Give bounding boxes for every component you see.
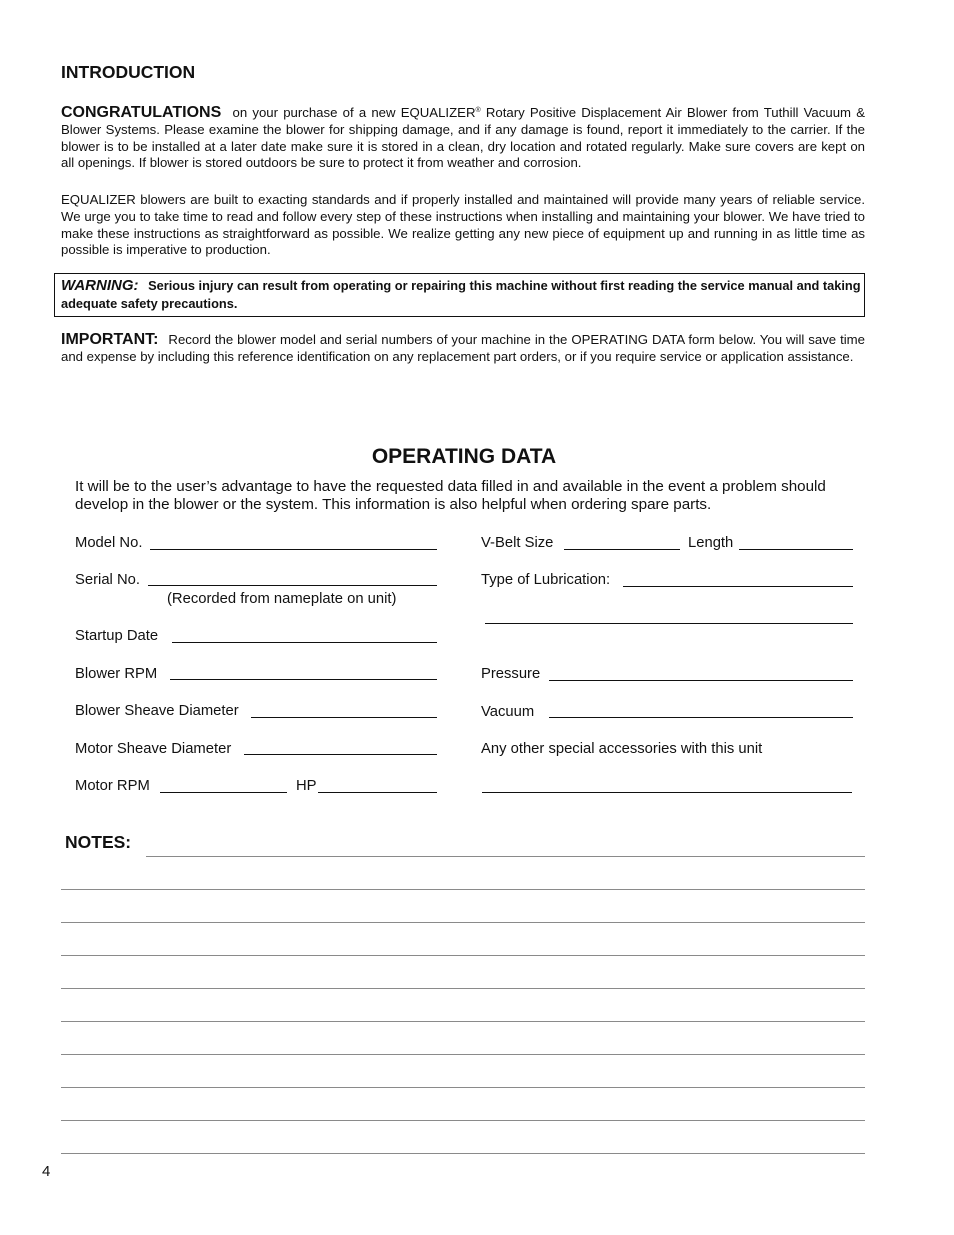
notes-line[interactable] [146, 856, 865, 857]
model-no-label: Model No. [75, 535, 143, 551]
motor-sheave-label: Motor Sheave Diameter [75, 741, 232, 757]
hp-label: HP [296, 778, 317, 794]
hp-field[interactable] [318, 792, 437, 793]
notes-line[interactable] [61, 955, 865, 956]
blower-sheave-field[interactable] [251, 717, 437, 718]
startup-date-field[interactable] [172, 642, 437, 643]
notes-line[interactable] [61, 1153, 865, 1154]
warning-lead: WARNING: [61, 277, 139, 294]
notes-line[interactable] [61, 1087, 865, 1088]
startup-date-label: Startup Date [75, 628, 159, 644]
introduction-heading: INTRODUCTION [61, 62, 196, 82]
length-label: Length [688, 535, 734, 551]
lubrication-field-line-2[interactable] [485, 623, 853, 624]
pressure-label: Pressure [481, 666, 541, 682]
vbelt-size-field[interactable] [564, 549, 680, 550]
length-field[interactable] [739, 549, 853, 550]
pressure-field[interactable] [549, 680, 853, 681]
page-number: 4 [42, 1163, 51, 1180]
standards-paragraph: EQUALIZER blowers are built to exacting standards and if properly installed and maintained will provide many years of reliable service. We urge you to take time to read and follow every step of these instructions when installing and maintaining your blower. We have tried to make these instructions as straightforward as possible. We realize getting any new piece of equipment up and running in as little time as possible is imperative to production. [61, 192, 865, 258]
notes-line[interactable] [61, 1054, 865, 1055]
blower-sheave-label: Blower Sheave Diameter [75, 703, 239, 719]
operating-data-heading: OPERATING DATA [371, 445, 557, 468]
motor-sheave-field[interactable] [244, 754, 437, 755]
notes-line[interactable] [61, 1120, 865, 1121]
blower-rpm-field[interactable] [170, 679, 437, 680]
vbelt-size-label: V-Belt Size [481, 535, 554, 551]
accessories-label: Any other special accessories with this unit [481, 741, 763, 757]
notes-label: NOTES: [65, 832, 132, 852]
congratulations-text-post: Rotary Positive Displacement Air Blower from Tuthill Vacuum & Blower Systems. Please examine the blower for shipping damage, and if any damage is found, report it immediately to the carrier. If the blower is to be installed at a later date make sure it is stored in a clean, dry location and rotated regularly. Make sure covers are kept on all openings. If blower is stored outdoors be sure to protect it from weather and corrosion. [61, 105, 866, 171]
serial-no-note: (Recorded from nameplate on unit) [167, 591, 397, 607]
accessories-field[interactable] [482, 792, 852, 793]
vacuum-field[interactable] [549, 717, 853, 718]
congratulations-text-pre: on your purchase of a new EQUALIZER [232, 105, 476, 120]
important-lead: IMPORTANT: [61, 331, 159, 348]
lubrication-field[interactable] [623, 586, 853, 587]
notes-line[interactable] [61, 889, 865, 890]
congratulations-lead: CONGRATULATIONS [61, 104, 222, 121]
important-text: Record the blower model and serial numbers of your machine in the OPERATING DATA form below. You will save time and expense by including this reference identification on any replacement part orders, or if you require service or application assistance. [61, 332, 865, 364]
vacuum-label: Vacuum [481, 704, 535, 720]
blower-rpm-label: Blower RPM [75, 666, 158, 682]
operating-data-intro: It will be to the user’s advantage to have the requested data filled in and available in the event a problem should develop in the blower or the system. This information is also helpful when ordering spare parts. [75, 478, 826, 513]
lubrication-label: Type of Lubrication: [481, 572, 611, 588]
warning-box [54, 273, 865, 317]
model-no-field[interactable] [150, 549, 437, 550]
motor-rpm-label: Motor RPM [75, 778, 150, 794]
notes-line[interactable] [61, 922, 865, 923]
registered-mark: ® [475, 107, 481, 114]
motor-rpm-field[interactable] [160, 792, 287, 793]
notes-line[interactable] [61, 988, 865, 989]
warning-text: Serious injury can result from operating or repairing this machine without first reading the service manual and taking adequate safety precautions. [61, 278, 861, 311]
serial-no-label: Serial No. [75, 572, 140, 588]
serial-no-field[interactable] [148, 585, 437, 586]
congratulations-paragraph [61, 105, 865, 172]
notes-line[interactable] [61, 1021, 865, 1022]
important-paragraph [61, 332, 865, 366]
